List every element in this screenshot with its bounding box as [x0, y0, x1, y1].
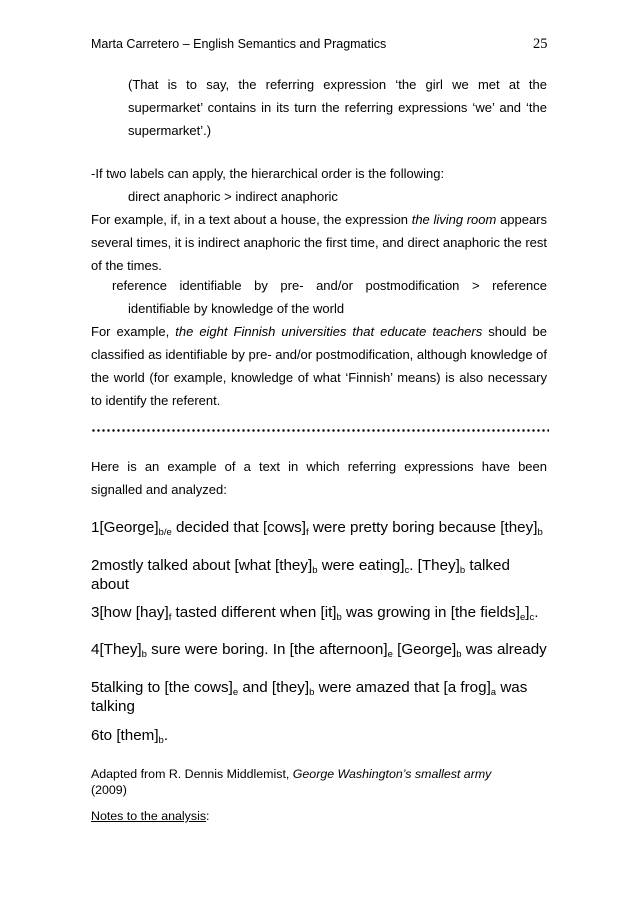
- example-1-italic: the living room: [411, 212, 497, 227]
- note-line-2: supermarket’ contains in its turn the referring expressions ‘we’ and ‘the: [128, 100, 547, 115]
- example-2-text-post: should be classified as identifiable by pre- and/or postmodification, although knowledge of the world (for example, knowledge of what ‘Finnish’ means) is also necessary to identify the referent.: [91, 324, 547, 408]
- running-title: Marta Carretero – English Semantics and Pragmatics: [91, 37, 387, 51]
- note-line-1: (That is to say, the referring expression ‘the girl we met at the: [128, 77, 547, 92]
- example-line-5: 5talking to [the $cows]_e$ and $[they]_b$ were amazed that [a $frog]_a$ was talking: [91, 679, 528, 715]
- source-year: (2009): [91, 783, 127, 797]
- example-1-text-pre: For example, if, in a text about a house, the expression: [91, 212, 412, 227]
- order-identifiable-line-1: reference identifiable by pre- and/or postmodification > reference: [112, 278, 547, 293]
- example-paragraph-1: [91, 208, 547, 277]
- hierarchy-intro: -If two labels can apply, the hierarchical order is the following:: [91, 166, 445, 181]
- example-line-1: $1[George]_{b/e}$ decided that $[cows]_f$ were pretty boring because $[they]_b$: [91, 519, 543, 538]
- source-citation: [91, 766, 531, 798]
- example-line-6: 6to $[them]_b$.: [91, 727, 169, 746]
- example-2-text-pre: For example,: [91, 324, 176, 339]
- order-anaphoric: direct anaphoric > indirect anaphoric: [128, 189, 338, 204]
- example-1-text-post: appears several times, it is indirect anaphoric the first time, and direct anaphoric the rest of the times.: [91, 212, 548, 273]
- notes-heading-colon: :: [206, 809, 210, 823]
- note-line-3: supermarket’.): [128, 123, 212, 138]
- intro-text: Here is an example of a text in which referring expressions have been signalled and analyzed:: [91, 459, 547, 497]
- example-line-3: 3[how $[hay]_f$ tasted different when $[it]_b$ was growing in [the $fields]_e]_c$.: [91, 604, 539, 623]
- order-identifiable-line-2: identifiable by knowledge of the world: [128, 301, 345, 316]
- notes-heading-text: Notes to the analysis: [91, 809, 207, 823]
- source-title: George Washington’s smallest army: [292, 767, 492, 781]
- page-number: 25: [533, 36, 548, 52]
- source-pre: Adapted from R. Dennis Middlemist,: [91, 767, 293, 781]
- example-paragraph-2: [91, 320, 547, 412]
- example-line-4: $4[They]_b$ sure were boring. In [the $afternoon]_e$ $[George]_b$ was already: [91, 641, 547, 660]
- example-line-2: 2mostly talked about [what $[they]_b$ were $eating]_c$. $[They]_b$ talked about: [91, 557, 510, 593]
- example-2-italic: the eight Finnish universities that educate teachers: [175, 324, 483, 339]
- dotted-separator: [91, 429, 549, 432]
- notes-heading: [91, 808, 547, 824]
